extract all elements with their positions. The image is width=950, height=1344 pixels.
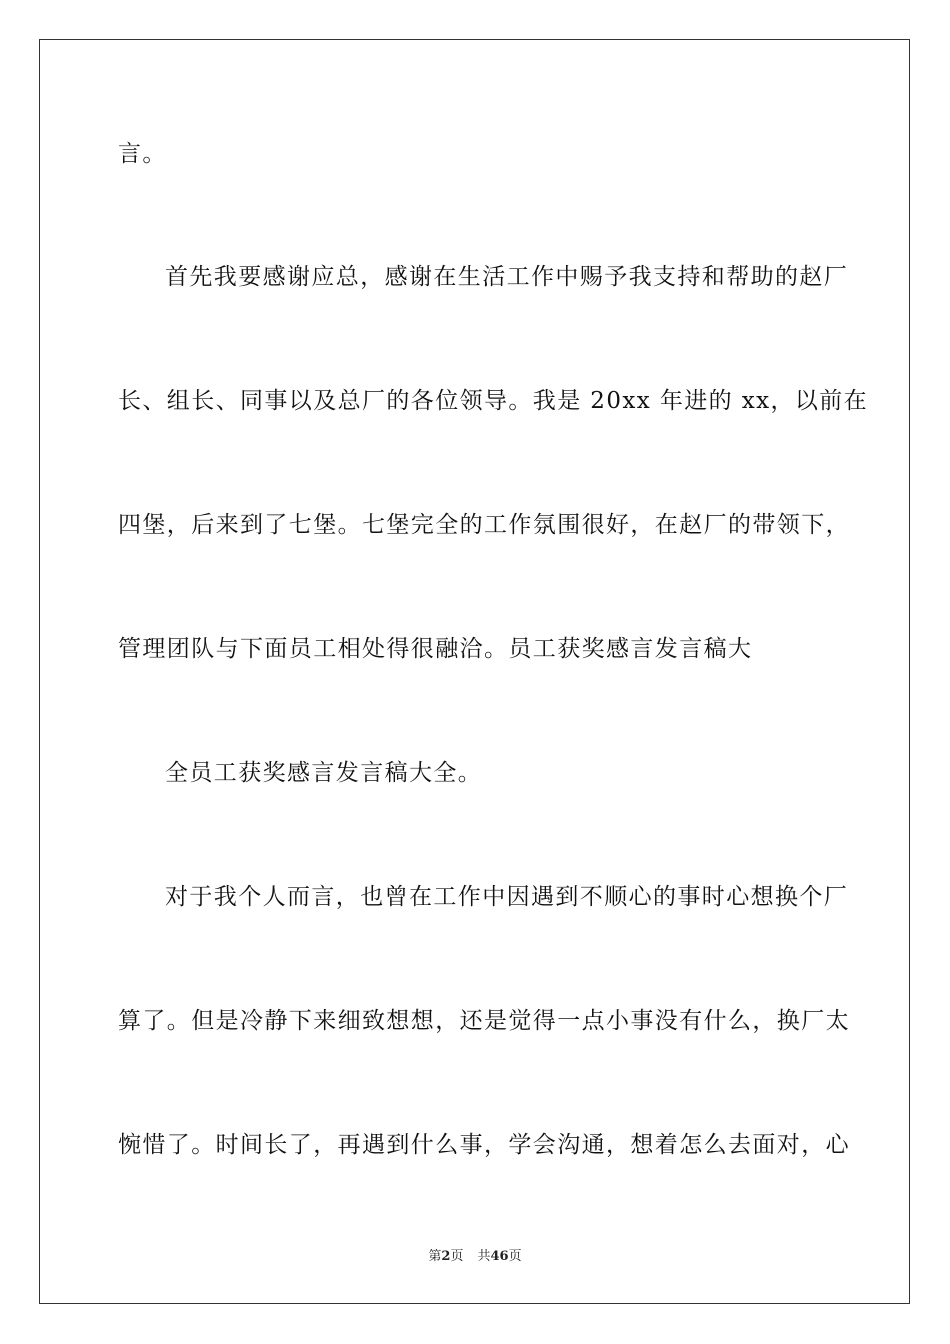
footer-page-number: 2: [441, 1249, 451, 1264]
text-line-2: 首先我要感谢应总，感谢在生活工作中赐予我支持和帮助的赵厂: [165, 264, 849, 290]
text-line-4: 四堡，后来到了七堡。七堡完全的工作氛围很好，在赵厂的带领下，: [118, 512, 850, 538]
footer-page-suffix: 页: [450, 1249, 464, 1264]
footer-total-suffix: 页: [508, 1249, 522, 1264]
text-line-8: 算了。但是冷静下来细致想想，还是觉得一点小事没有什么，换厂太: [118, 1008, 850, 1034]
text-line-5: 管理团队与下面员工相处得很融洽。员工获奖感言发言稿大: [118, 636, 753, 662]
footer-page-prefix: 第: [428, 1249, 442, 1264]
text-line-1: 言。: [118, 141, 167, 167]
page-footer: [0, 1248, 950, 1266]
text-line-3: 长、组长、同事以及总厂的各位领导。我是 20xx 年进的 xx，以前在: [118, 388, 869, 414]
text-line-6: 全员工获奖感言发言稿大全。: [165, 760, 483, 786]
text-line-9: 惋惜了。时间长了，再遇到什么事，学会沟通，想着怎么去面对，心: [118, 1132, 850, 1158]
footer-total-pages: 46: [490, 1249, 509, 1264]
footer-total-prefix: 共: [477, 1249, 491, 1264]
text-line-7: 对于我个人而言，也曾在工作中因遇到不顺心的事时心想换个厂: [165, 884, 849, 910]
page-frame: [39, 39, 910, 1304]
